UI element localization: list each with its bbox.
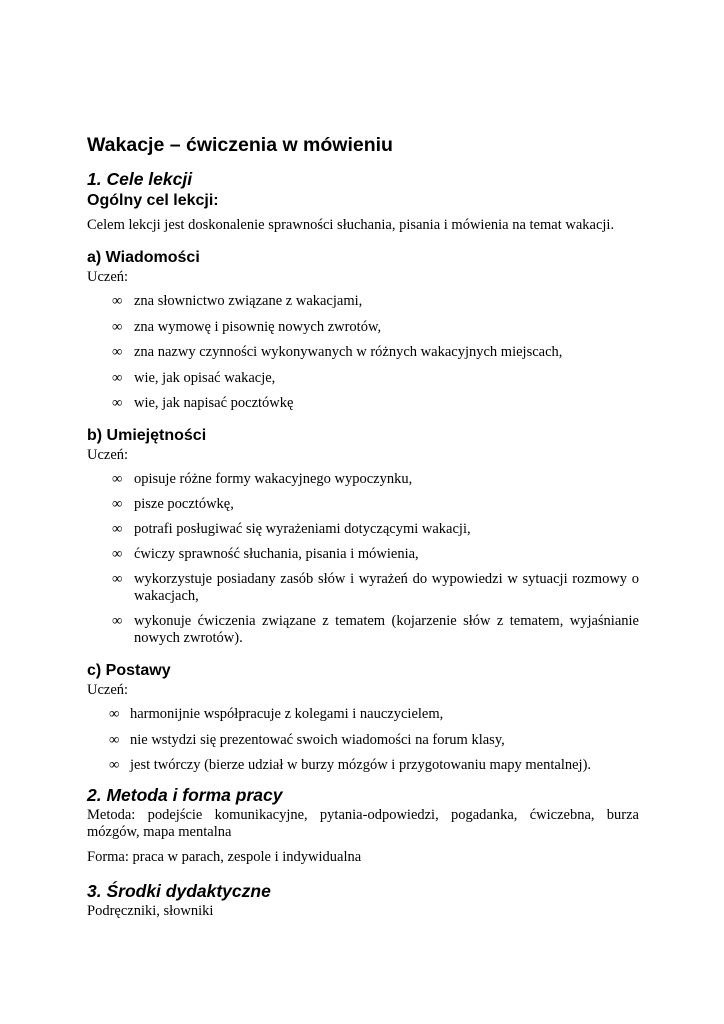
list-item-text: potrafi posługiwać się wyrażeniami dotyczącymi wakacji, [134,521,471,537]
form-text: Forma: praca w parach, zespole i indywidualna [87,849,362,865]
skills-list [87,471,639,647]
list-item [87,732,639,749]
list-item [87,521,639,538]
section-1-heading: 1. Cele lekcji [87,169,193,189]
knowledge-lead: Uczeń: [87,269,129,285]
infinity-bullet-icon: ∞ [112,521,123,537]
infinity-bullet-icon: ∞ [112,318,123,335]
list-item [87,613,639,647]
infinity-bullet-icon: ∞ [109,757,120,773]
infinity-bullet-icon: ∞ [112,471,123,487]
document-page [87,132,639,920]
infinity-bullet-icon: ∞ [109,731,120,748]
list-item-text: ćwiczy sprawność słuchania, pisania i mówienia, [134,546,419,562]
list-item-text: zna słownictwo związane z wakacjami, [134,293,363,309]
list-item-text: zna wymowę i pisownię nowych zwrotów, [134,318,382,335]
attitudes-list [87,706,639,774]
list-item [87,344,639,361]
list-item [87,496,639,513]
infinity-bullet-icon: ∞ [112,369,123,386]
list-item-text: wie, jak opisać wakacje, [134,369,276,386]
list-item [87,706,639,723]
skills-heading: b) Umiejętności [87,427,207,444]
infinity-bullet-icon: ∞ [112,571,123,587]
skills-lead: Uczeń: [87,447,129,463]
infinity-bullet-icon: ∞ [112,395,123,411]
infinity-bullet-icon: ∞ [112,293,123,309]
general-goal-heading: Ogólny cel lekcji: [87,192,219,209]
list-item-text: wie, jak napisać pocztówkę [134,395,294,411]
infinity-bullet-icon: ∞ [112,344,123,360]
infinity-bullet-icon: ∞ [109,706,120,722]
list-item-text: opisuje różne formy wakacyjnego wypoczynku, [134,471,413,487]
list-item [87,471,639,488]
list-item-text: jest twórczy (bierze udział w burzy mózgów i przygotowaniu mapy mentalnej). [130,757,592,773]
attitudes-heading: c) Postawy [87,662,171,679]
knowledge-list [87,293,639,412]
list-item-text: wykorzystuje posiadany zasób słów i wyrażeń do wypowiedzi w sytuacji rozmowy o wakacjach, [134,571,639,604]
infinity-bullet-icon: ∞ [112,546,123,562]
list-item [87,319,639,336]
section-2-heading: 2. Metoda i forma pracy [87,785,283,805]
list-item [87,370,639,387]
document-title: Wakacje – ćwiczenia w mówieniu [87,134,393,156]
list-item-text: wykonuje ćwiczenia związane z tematem (kojarzenie słów z tematem, wyjaśnianie nowych zwrotów). [134,613,639,646]
list-item [87,571,639,605]
list-item [87,293,639,310]
list-item-text: harmonijnie współpracuje z kolegami i nauczycielem, [130,706,444,722]
teaching-aids-text: Podręczniki, słowniki [87,903,214,919]
list-item [87,546,639,563]
infinity-bullet-icon: ∞ [112,613,123,629]
infinity-bullet-icon: ∞ [112,496,123,512]
list-item-text: pisze pocztówkę, [134,496,234,512]
section-3-heading: 3. Środki dydaktyczne [87,881,271,901]
attitudes-lead: Uczeń: [87,682,129,698]
list-item-text: zna nazwy czynności wykonywanych w różnych wakacyjnych miejscach, [134,344,563,360]
general-goal-text: Celem lekcji jest doskonalenie sprawności słuchania, pisania i mówienia na temat wakacji. [87,217,615,233]
knowledge-heading: a) Wiadomości [87,249,200,266]
list-item [87,395,639,412]
list-item-text: nie wstydzi się prezentować swoich wiadomości na forum klasy, [130,731,505,748]
list-item [87,757,639,774]
method-text: Metoda: podejście komunikacyjne, pytania-odpowiedzi, pogadanka, ćwiczebna, burza mózgów, mapa mentalna [87,807,639,840]
